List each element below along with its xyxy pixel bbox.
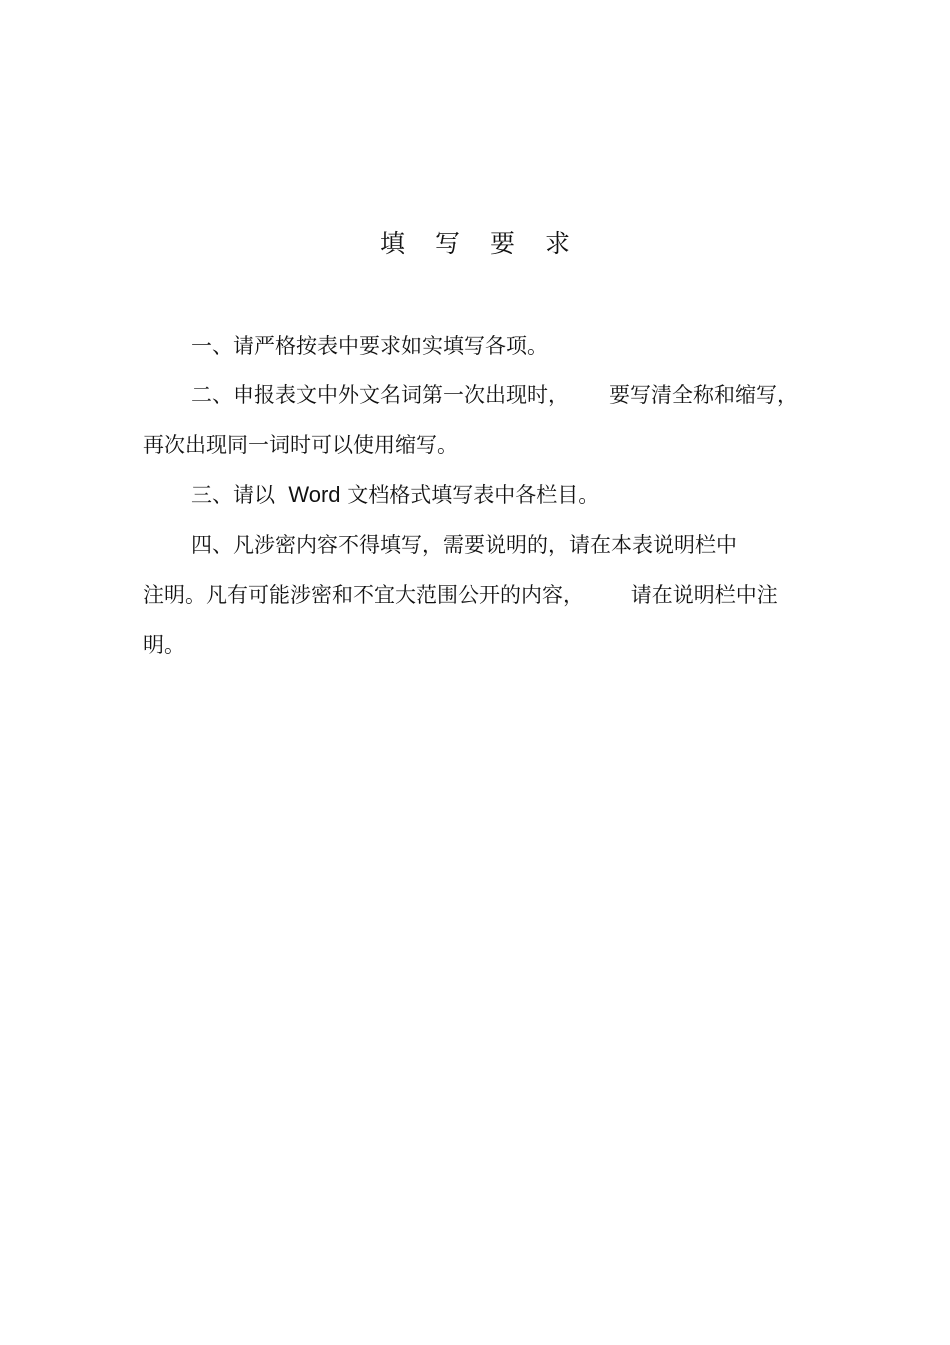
- requirement-item-4: 四、凡涉密内容不得填写，需要说明的，请在本表说明栏中: [191, 533, 737, 557]
- word-format-name: Word: [288, 482, 341, 507]
- requirement-item-2-continued: 再次出现同一词时可以使用缩写。: [143, 433, 458, 457]
- requirement-item-1: 一、请严格按表中要求如实填写各项。: [191, 334, 548, 358]
- requirement-item-3-prefix: 三、请以: [191, 483, 289, 507]
- page-title: 填写要求: [379, 229, 600, 258]
- requirement-item-3: [191, 480, 599, 510]
- requirement-item-4-continued: 注明。凡有可能涉密和不宜大范围公开的内容， 请在说明栏中注: [143, 583, 778, 607]
- requirement-item-2: 二、申报表文中外文名词第一次出现时， 要写清全称和缩写，: [191, 383, 799, 407]
- requirement-item-3-suffix: 文档格式填写表中各栏目。: [340, 483, 600, 507]
- requirement-item-4-end: 明。: [143, 633, 185, 657]
